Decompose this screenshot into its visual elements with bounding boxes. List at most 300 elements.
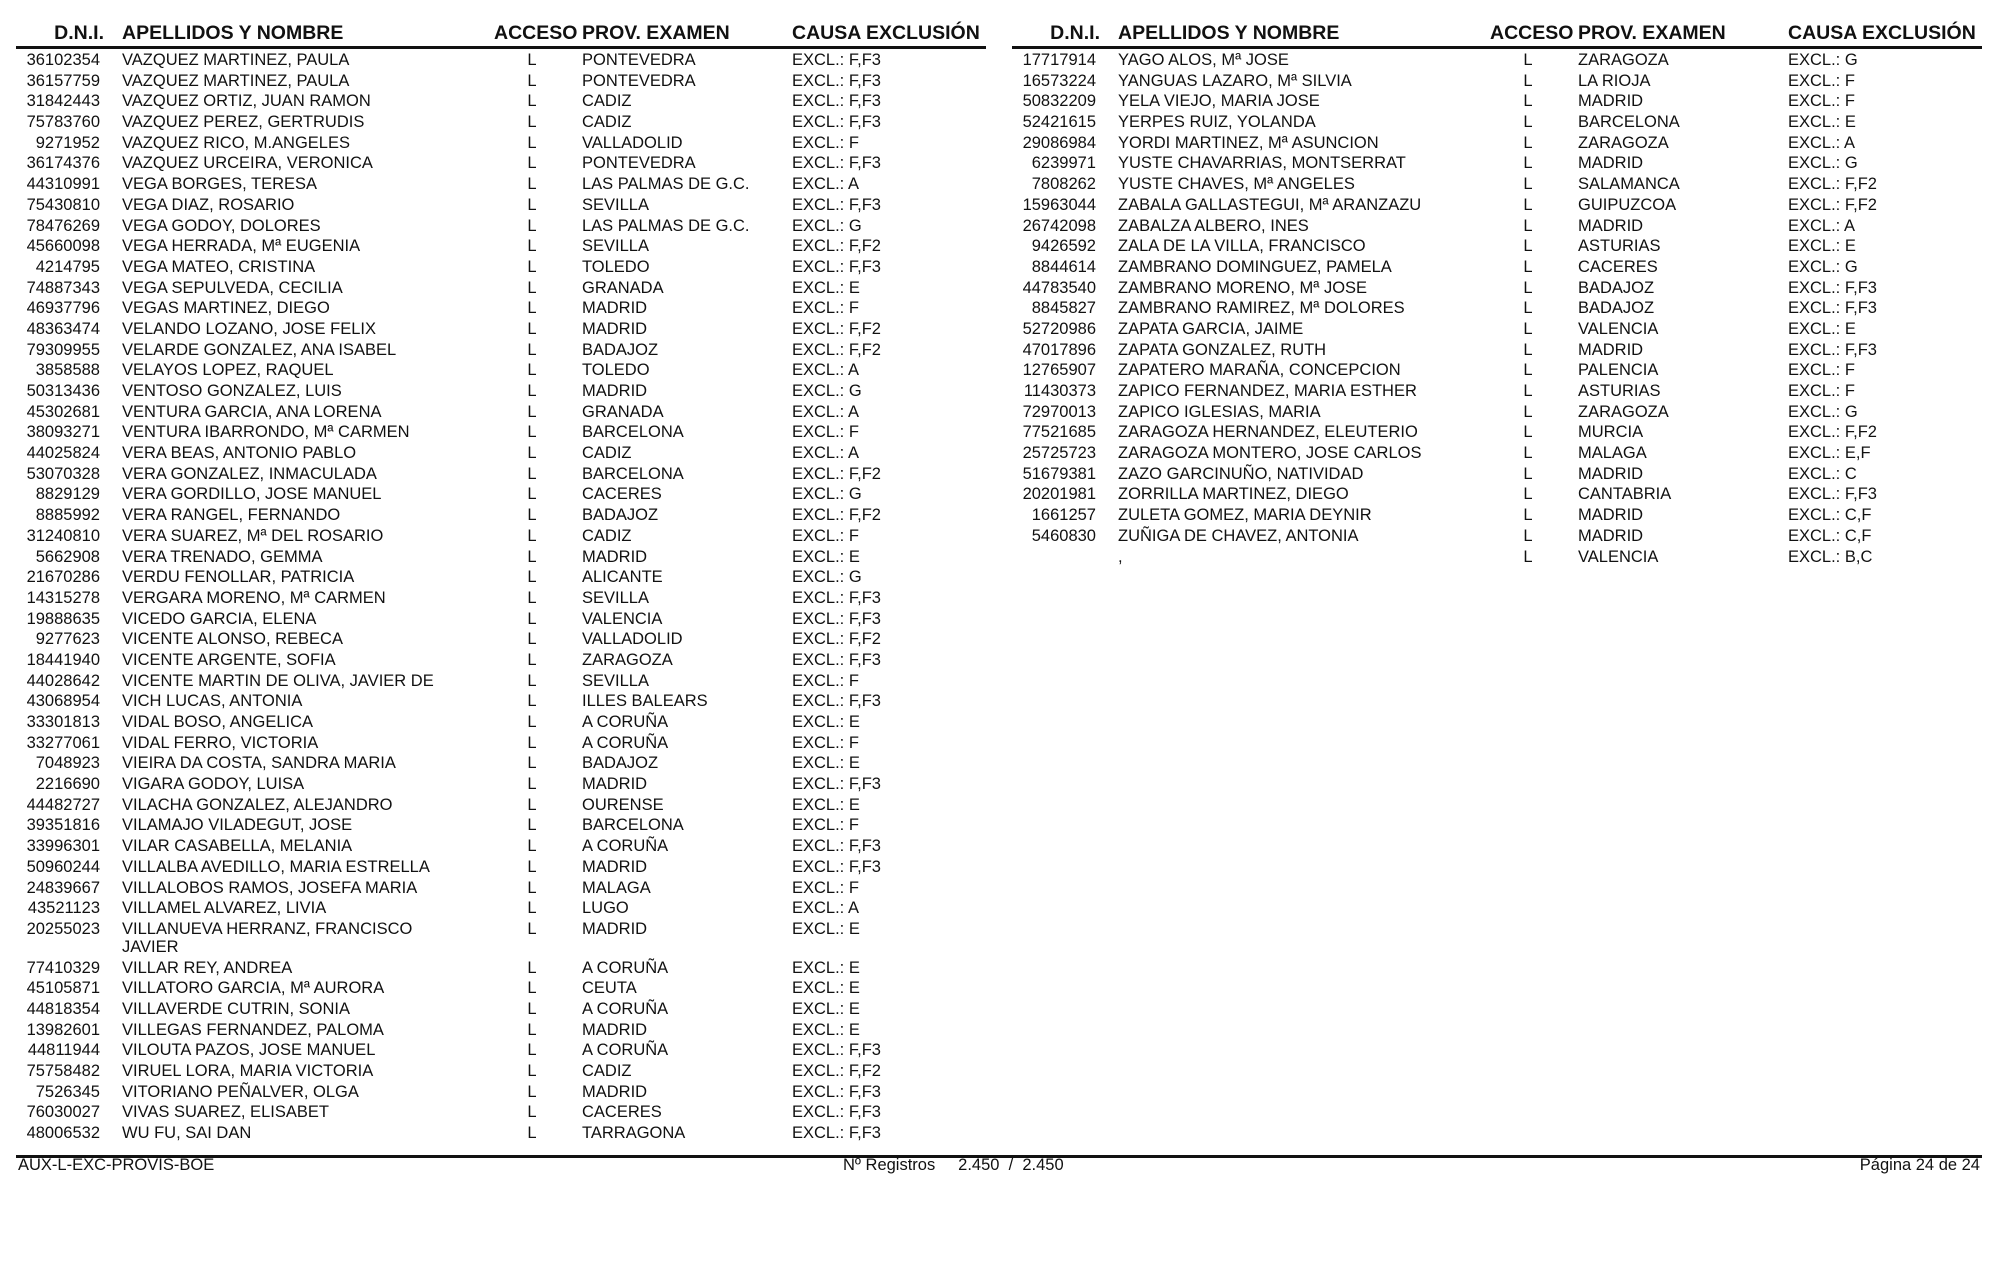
table-row (1012, 175, 1982, 196)
row-acceso: L (1523, 319, 1533, 338)
row-dni: 31240810 (26, 526, 100, 545)
table-row (1012, 72, 1982, 93)
table-row (16, 734, 986, 755)
row-causa: EXCL.: G (1788, 257, 1858, 276)
table-row (16, 959, 986, 980)
row-name: VILAMAJO VILADEGUT, JOSE (122, 816, 353, 835)
row-dni: 44482727 (26, 795, 100, 814)
row-causa: EXCL.: A (792, 175, 859, 194)
row-causa: EXCL.: F (792, 526, 859, 545)
row-prov: CANTABRIA (1578, 485, 1672, 504)
row-dni: 33301813 (26, 713, 100, 731)
row-acceso: L (527, 361, 537, 380)
row-name: VEGA SEPULVEDA, CECILIA (122, 278, 343, 297)
row-causa: EXCL.: F (792, 423, 859, 442)
table-row (1012, 154, 1982, 175)
row-acceso: L (1523, 423, 1533, 442)
row-acceso: L (1523, 113, 1533, 132)
row-dni: 31842443 (26, 92, 100, 111)
row-prov: MADRID (582, 319, 648, 338)
footer-page: Página 24 de 24 (1859, 1156, 1980, 1174)
row-causa: EXCL.: F,F2 (792, 630, 881, 649)
table-row (16, 423, 986, 444)
row-prov: BARCELONA (1578, 113, 1680, 132)
row-prov: MADRID (1578, 464, 1644, 483)
row-acceso: L (527, 754, 537, 773)
row-name: ZARAGOZA HERNANDEZ, ELEUTERIO (1118, 423, 1418, 442)
table-row (1012, 299, 1982, 320)
table-row (16, 403, 986, 424)
row-dni: 26742098 (1022, 216, 1096, 235)
row-dni: 1661257 (1031, 506, 1096, 525)
table-row (16, 527, 986, 548)
row-name: VENTURA GARCIA, ANA LORENA (122, 402, 382, 421)
row-prov: PONTEVEDRA (582, 51, 696, 69)
row-dni: 15963044 (1022, 195, 1096, 214)
row-causa: EXCL.: E (792, 754, 860, 773)
row-dni: 44818354 (26, 999, 100, 1018)
row-name: VILLANUEVA HERRANZ, FRANCISCO JAVIER (122, 919, 413, 956)
table-row (1012, 506, 1982, 527)
row-prov: MADRID (582, 547, 648, 566)
row-name: VERA SUAREZ, Mª DEL ROSARIO (122, 526, 384, 545)
table-row (16, 485, 986, 506)
row-acceso: L (527, 485, 537, 504)
row-causa: EXCL.: E (792, 999, 860, 1018)
row-prov: MALAGA (1578, 444, 1647, 463)
row-acceso: L (1523, 133, 1533, 152)
row-causa: EXCL.: F,F2 (792, 237, 881, 256)
row-prov: VALENCIA (1578, 547, 1659, 566)
row-causa: EXCL.: E (792, 1020, 860, 1039)
table-row (16, 837, 986, 858)
row-name: VEGA BORGES, TERESA (122, 175, 318, 194)
table-row (16, 754, 986, 775)
row-name: VERA RANGEL, FERNANDO (122, 506, 341, 525)
row-prov: ILLES BALEARS (582, 692, 708, 711)
row-causa: EXCL.: E (792, 958, 860, 977)
row-acceso: L (1523, 71, 1533, 90)
row-causa: EXCL.: G (1788, 154, 1858, 173)
row-acceso: L (527, 588, 537, 607)
row-name: VICEDO GARCIA, ELENA (122, 609, 317, 628)
row-prov: BARCELONA (582, 464, 684, 483)
row-name: VIVAS SUAREZ, ELISABET (122, 1103, 329, 1122)
row-causa: EXCL.: E (1788, 319, 1856, 338)
row-acceso: L (527, 568, 537, 587)
row-dni: 50960244 (26, 857, 100, 876)
row-dni: 52421615 (1022, 113, 1096, 132)
row-dni: 44783540 (1022, 278, 1096, 297)
row-acceso: L (527, 526, 537, 545)
row-name: VERGARA MORENO, Mª CARMEN (122, 588, 386, 607)
row-causa: EXCL.: F,F2 (1788, 175, 1877, 194)
row-dni: 51679381 (1022, 464, 1096, 483)
row-name: ZAZO GARCINUÑO, NATIVIDAD (1118, 464, 1364, 483)
row-causa: EXCL.: F,F3 (792, 1041, 881, 1060)
row-causa: EXCL.: F,F3 (792, 650, 881, 669)
row-acceso: L (1523, 257, 1533, 276)
row-acceso: L (527, 999, 537, 1018)
row-dni: 52720986 (1022, 319, 1096, 338)
table-row (1012, 423, 1982, 444)
row-dni: 14315278 (26, 588, 100, 607)
row-name: VEGAS MARTINEZ, DIEGO (122, 299, 330, 318)
row-dni: 38093271 (26, 423, 100, 442)
row-prov: SALAMANCA (1578, 175, 1680, 194)
row-prov: VALENCIA (1578, 319, 1659, 338)
row-prov: CEUTA (582, 979, 637, 998)
row-causa: EXCL.: E (792, 547, 860, 566)
row-dni: 21670286 (26, 568, 100, 587)
row-causa: EXCL.: F,F3 (792, 1103, 881, 1122)
row-prov: PALENCIA (1578, 361, 1659, 380)
row-name: ZORRILLA MARTINEZ, DIEGO (1118, 485, 1349, 504)
row-causa: EXCL.: F,F3 (1788, 299, 1877, 318)
row-causa: EXCL.: E (1788, 113, 1856, 132)
row-causa: EXCL.: F (792, 299, 859, 318)
row-causa: EXCL.: F,F3 (792, 92, 881, 111)
row-causa: EXCL.: G (792, 568, 862, 587)
row-dni: 79309955 (26, 340, 100, 359)
table-row (16, 1021, 986, 1042)
row-dni: 36102354 (26, 51, 100, 69)
row-causa: EXCL.: F,F3 (792, 51, 881, 69)
row-acceso: L (527, 216, 537, 235)
row-causa: EXCL.: G (792, 382, 862, 400)
row-acceso: L (527, 464, 537, 483)
row-name: VAZQUEZ ORTIZ, JUAN RAMON (122, 92, 371, 111)
row-causa: EXCL.: F (1788, 71, 1855, 90)
row-dni: 7526345 (35, 1082, 100, 1101)
row-causa: EXCL.: F,F2 (792, 340, 881, 359)
row-acceso: L (527, 1082, 537, 1101)
row-causa: EXCL.: G (1788, 402, 1858, 421)
row-acceso: L (1523, 51, 1533, 69)
row-acceso: L (1523, 216, 1533, 235)
header-causa: CAUSA EXCLUSIÓN (792, 22, 980, 44)
row-prov: BADAJOZ (1578, 299, 1655, 318)
row-causa: EXCL.: F,F3 (792, 195, 881, 214)
row-acceso: L (527, 979, 537, 998)
row-causa: EXCL.: F,F3 (1788, 278, 1877, 297)
row-name: ZAPATA GARCIA, JAIME (1118, 319, 1304, 338)
row-name: VILLAMEL ALVAREZ, LIVIA (122, 899, 327, 918)
table-row (1012, 444, 1982, 465)
row-acceso: L (527, 795, 537, 814)
footer-code: AUX-L-EXC-PROVIS-BOE (18, 1156, 215, 1174)
row-prov: ZARAGOZA (1578, 133, 1669, 152)
row-prov: ASTURIAS (1578, 382, 1661, 400)
row-acceso: L (1523, 464, 1533, 483)
table-row (1012, 465, 1982, 486)
row-acceso: L (527, 92, 537, 111)
row-prov: MADRID (1578, 92, 1644, 111)
row-prov: SEVILLA (582, 237, 649, 256)
table-row (16, 1124, 986, 1145)
row-name: ZAPICO IGLESIAS, MARIA (1118, 402, 1321, 421)
row-prov: BARCELONA (582, 816, 684, 835)
row-dni: 74887343 (26, 278, 100, 297)
table-row (16, 1103, 986, 1124)
row-prov: GUIPUZCOA (1578, 195, 1677, 214)
row-dni: 16573224 (1022, 71, 1096, 90)
row-causa: EXCL.: F,F3 (792, 857, 881, 876)
row-prov: MADRID (582, 857, 648, 876)
row-name: VILOUTA PAZOS, JOSE MANUEL (122, 1041, 376, 1060)
row-acceso: L (527, 175, 537, 194)
table-row (16, 320, 986, 341)
table-row (16, 92, 986, 113)
table-row (1012, 237, 1982, 258)
table-row (16, 610, 986, 631)
row-dni: 5460830 (1031, 526, 1096, 545)
header-acceso: ACCESO (1490, 22, 1574, 44)
row-causa: EXCL.: F,F2 (792, 464, 881, 483)
row-prov: ALICANTE (582, 568, 663, 587)
row-causa: EXCL.: E (792, 795, 860, 814)
table-row (16, 217, 986, 238)
row-name: VELARDE GONZALEZ, ANA ISABEL (122, 340, 397, 359)
row-acceso: L (527, 319, 537, 338)
row-name: VICENTE MARTIN DE OLIVA, JAVIER DE (122, 671, 434, 690)
row-dni: 44025824 (26, 444, 100, 463)
row-acceso: L (527, 878, 537, 897)
table-row (16, 51, 986, 72)
row-acceso: L (1523, 195, 1533, 214)
row-acceso: L (527, 609, 537, 628)
table-row (1012, 485, 1982, 506)
row-name: VEGA MATEO, CRISTINA (122, 257, 316, 276)
table-row (1012, 92, 1982, 113)
row-prov: BADAJOZ (1578, 278, 1655, 297)
row-acceso: L (527, 237, 537, 256)
table-row (16, 630, 986, 651)
row-causa: EXCL.: A (792, 361, 859, 380)
table-row (16, 361, 986, 382)
row-acceso: L (527, 650, 537, 669)
row-acceso: L (1523, 547, 1533, 566)
row-acceso: L (527, 133, 537, 152)
row-causa: EXCL.: E,F (1788, 444, 1871, 463)
row-causa: EXCL.: F (792, 671, 859, 690)
table-row (1012, 51, 1982, 72)
table-row (16, 816, 986, 837)
row-prov: MADRID (1578, 506, 1644, 525)
header-name: APELLIDOS Y NOMBRE (1118, 22, 1340, 44)
row-causa: EXCL.: F,F3 (1788, 340, 1877, 359)
table-row (16, 899, 986, 920)
table-row (16, 341, 986, 362)
left-rows (16, 49, 986, 1145)
row-name: YAGO ALOS, Mª JOSE (1118, 51, 1289, 69)
row-acceso: L (527, 1041, 537, 1060)
row-dni: 29086984 (1022, 133, 1096, 152)
row-prov: PONTEVEDRA (582, 71, 696, 90)
row-acceso: L (527, 733, 537, 752)
row-dni: 18441940 (26, 650, 100, 669)
row-name: VILLAR REY, ANDREA (122, 958, 293, 977)
row-dni: 36157759 (26, 71, 100, 90)
left-column (16, 22, 986, 1145)
row-acceso: L (527, 1020, 537, 1039)
row-prov: MALAGA (582, 878, 651, 897)
row-causa: EXCL.: F,F2 (792, 1062, 881, 1080)
header-name: APELLIDOS Y NOMBRE (122, 22, 344, 44)
row-prov: CADIZ (582, 1062, 632, 1080)
row-acceso: L (527, 257, 537, 276)
row-dni: 11430373 (1023, 382, 1096, 400)
table-row (16, 465, 986, 486)
row-causa: EXCL.: F (792, 733, 859, 752)
row-causa: EXCL.: F,F3 (792, 609, 881, 628)
row-name: , (1118, 547, 1123, 566)
row-acceso: L (527, 195, 537, 214)
row-acceso: L (527, 506, 537, 525)
table-row (16, 299, 986, 320)
row-dni: 48006532 (26, 1124, 100, 1143)
right-column (1012, 22, 1982, 568)
row-acceso: L (1523, 361, 1533, 380)
row-dni: 7808262 (1031, 175, 1096, 194)
row-name: YERPES RUIZ, YOLANDA (1118, 113, 1316, 132)
row-prov: PONTEVEDRA (582, 154, 696, 173)
row-causa: EXCL.: F,F3 (792, 837, 881, 856)
row-causa: EXCL.: F,F2 (1788, 423, 1877, 442)
table-row (1012, 279, 1982, 300)
row-dni: 45302681 (26, 402, 100, 421)
row-prov: CACERES (1578, 257, 1658, 276)
row-causa: EXCL.: G (792, 485, 862, 504)
row-acceso: L (527, 630, 537, 649)
row-acceso: L (527, 278, 537, 297)
row-causa: EXCL.: C (1788, 464, 1857, 483)
row-prov: LUGO (582, 899, 629, 918)
row-prov: MADRID (582, 299, 648, 318)
table-row (16, 1000, 986, 1021)
row-name: YORDI MARTINEZ, Mª ASUNCION (1118, 133, 1379, 152)
row-acceso: L (1523, 299, 1533, 318)
row-acceso: L (527, 402, 537, 421)
row-causa: EXCL.: F,F3 (1788, 485, 1877, 504)
row-causa: EXCL.: A (792, 402, 859, 421)
row-causa: EXCL.: C,F (1788, 506, 1872, 525)
table-row (16, 237, 986, 258)
row-name: VILAR CASABELLA, MELANIA (122, 837, 353, 856)
row-prov: LAS PALMAS DE G.C. (582, 216, 750, 235)
row-acceso: L (527, 1103, 537, 1122)
row-name: VILLATORO GARCIA, Mª AURORA (122, 979, 385, 998)
row-name: VAZQUEZ URCEIRA, VERONICA (122, 154, 373, 173)
row-name: VERA TRENADO, GEMMA (122, 547, 323, 566)
row-prov: VALENCIA (582, 609, 663, 628)
table-row (1012, 361, 1982, 382)
row-prov: ASTURIAS (1578, 237, 1661, 256)
table-row (16, 548, 986, 569)
row-acceso: L (527, 837, 537, 856)
row-name: VERA BEAS, ANTONIO PABLO (122, 444, 357, 463)
table-row (16, 858, 986, 879)
row-name: ZAMBRANO MORENO, Mª JOSE (1118, 278, 1368, 297)
row-name: ZARAGOZA MONTERO, JOSE CARLOS (1118, 444, 1422, 463)
row-causa: EXCL.: F,F3 (792, 692, 881, 711)
row-name: VERA GORDILLO, JOSE MANUEL (122, 485, 382, 504)
row-dni: 24839667 (26, 878, 100, 897)
row-name: VELAYOS LOPEZ, RAQUEL (122, 361, 334, 380)
row-name: VERA GONZALEZ, INMACULADA (122, 464, 377, 483)
row-acceso: L (527, 958, 537, 977)
row-dni: 39351816 (26, 816, 100, 835)
row-name: VICENTE ARGENTE, SOFIA (122, 650, 336, 669)
table-row (1012, 258, 1982, 279)
table-row (1012, 217, 1982, 238)
row-causa: EXCL.: F (792, 878, 859, 897)
row-name: ZAPICO FERNANDEZ, MARIA ESTHER (1118, 382, 1417, 400)
row-dni: 33277061 (26, 733, 100, 752)
header-prov: PROV. EXAMEN (1578, 22, 1726, 44)
row-dni: 72970013 (1022, 402, 1096, 421)
footer-registros: Nº Registros 2.450 / 2.450 (843, 1156, 1064, 1174)
row-acceso: L (527, 713, 537, 731)
row-dni: 2216690 (35, 775, 100, 794)
row-name: ZUÑIGA DE CHAVEZ, ANTONIA (1118, 526, 1359, 545)
table-row (1012, 134, 1982, 155)
row-dni: 9426592 (1031, 237, 1096, 256)
row-acceso: L (527, 340, 537, 359)
row-acceso: L (527, 154, 537, 173)
row-acceso: L (1523, 278, 1533, 297)
row-name: ZABALZA ALBERO, INES (1118, 216, 1309, 235)
row-name: VILLEGAS FERNANDEZ, PALOMA (122, 1020, 384, 1039)
table-row (16, 1062, 986, 1083)
row-causa: EXCL.: F,F2 (792, 319, 881, 338)
table-row (16, 920, 986, 959)
table-row (16, 692, 986, 713)
row-name: VILACHA GONZALEZ, ALEJANDRO (122, 795, 393, 814)
row-dni: 8844614 (1031, 257, 1096, 276)
row-acceso: L (527, 775, 537, 794)
row-dni: 77521685 (1022, 423, 1096, 442)
row-causa: EXCL.: F (1788, 382, 1855, 400)
row-name: YANGUAS LAZARO, Mª SILVIA (1118, 71, 1352, 90)
row-prov: VALLADOLID (582, 133, 683, 152)
row-dni: 8829129 (35, 485, 100, 504)
table-row (16, 589, 986, 610)
row-causa: EXCL.: F (792, 133, 859, 152)
row-acceso: L (527, 71, 537, 90)
row-name: VIGARA GODOY, LUISA (122, 775, 305, 794)
table-row (16, 113, 986, 134)
row-prov: A CORUÑA (582, 733, 669, 752)
header-causa: CAUSA EXCLUSIÓN (1788, 22, 1976, 44)
row-dni: 9277623 (35, 630, 100, 649)
table-row (16, 568, 986, 589)
row-dni: 76030027 (26, 1103, 100, 1122)
row-name: YUSTE CHAVARRIAS, MONTSERRAT (1118, 154, 1406, 173)
row-acceso: L (527, 857, 537, 876)
row-prov: A CORUÑA (582, 837, 669, 856)
table-row (1012, 548, 1982, 569)
row-dni: 50832209 (1022, 92, 1096, 111)
row-causa: EXCL.: F,F3 (792, 1082, 881, 1101)
row-causa: EXCL.: A (792, 899, 859, 918)
row-name: YELA VIEJO, MARIA JOSE (1118, 92, 1320, 111)
row-prov: GRANADA (582, 278, 664, 297)
row-acceso: L (527, 444, 537, 463)
row-dni: 47017896 (1022, 340, 1096, 359)
row-dni: 25725723 (1022, 444, 1096, 463)
row-causa: EXCL.: G (792, 216, 862, 235)
